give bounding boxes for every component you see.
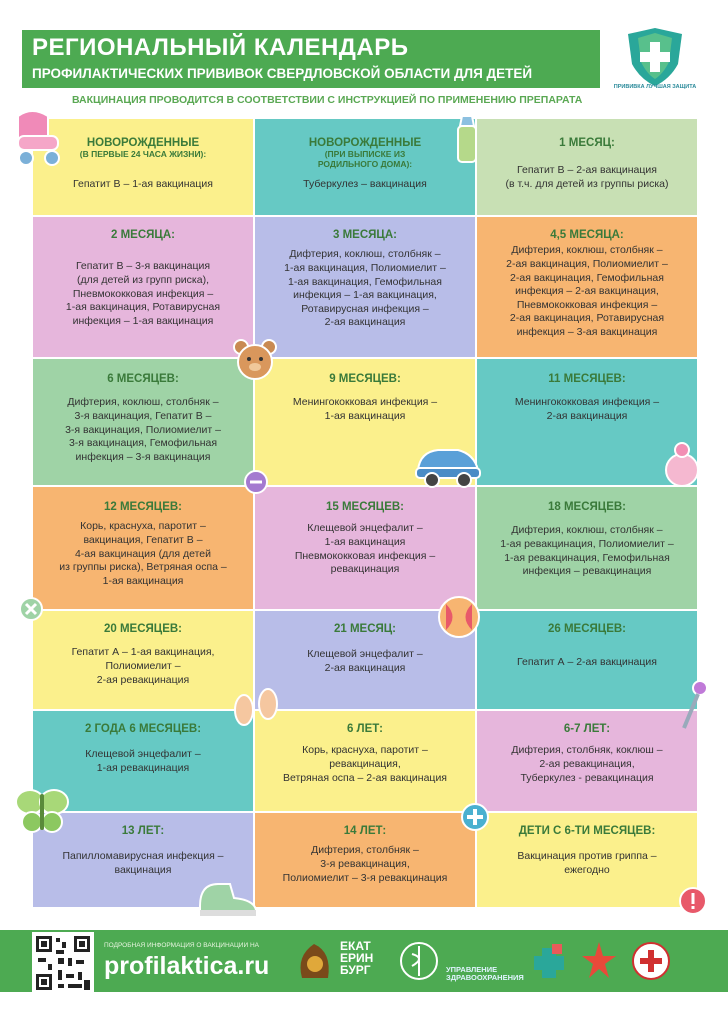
plus-circle-icon [460,802,490,832]
cell-vaccines: Гепатит В – 3-я вакцинация (для детей из групп риска), Пневмококковая инфекция – 1-ая вакцинация, Ротавирусная инфекция – 1-ая вакцинация [65,260,221,327]
cell-age: НОВОРОЖДЕННЫЕ [86,137,200,149]
cell-age: 20 МЕСЯЦЕВ: [103,623,182,635]
footer-info-label: ПОДРОБНАЯ ИНФОРМАЦИЯ О ВАКЦИНАЦИИ НА [104,942,259,949]
schedule-cell [254,812,476,908]
cell-vaccines: Папилломавирусная инфекция – вакцинация [62,850,224,876]
cell-age: 6-7 ЛЕТ: [563,723,611,735]
cell-vaccines: Дифтерия, коклюш, столбняк – 1-ая вакцинация, Полиомиелит – 1-ая вакцинация, Гемофильная инфекция – 1-ая вакцинация, Ротавирусная инфекция – 2-ая вакцинация [284,248,446,329]
cell-vaccines: Клещевой энцефалит – 1-ая вакцинация Пневмококковая инфекция – ревакцинация [294,522,436,576]
schedule-cell [254,118,476,216]
cell-vaccines: Клещевой энцефалит – 1-ая ревакцинация [85,748,201,774]
schedule-cell [476,812,698,908]
cell-age: 1 МЕСЯЦ: [559,137,615,149]
cell-age: 15 МЕСЯЦЕВ: [325,501,404,513]
cell-age: 6 МЕСЯЦЕВ: [107,373,179,385]
health-emblem-icon [398,938,440,984]
star-emblem-icon [580,938,618,984]
footprints-icon [230,676,282,734]
instruction-note: ВАКЦИНАЦИЯ ПРОВОДИТСЯ В СООТВЕТСТВИИ С ИНСТРУКЦИЕЙ ПО ПРИМЕНЕНИЮ ПРЕПАРАТА [72,94,583,106]
cell-vaccines: Дифтерия, коклюш, столбняк – 2-ая вакцинация, Полиомиелит – 2-ая вакцинация, Гемофильная инфекция – 2-ая вакцинация, Пневмококковая инфекция – 2-ая вакцинация, Ротавирусная инфекция – 3-ая вакцинация [506,244,668,339]
pacifier-icon [658,440,706,492]
schedule-grid [32,118,698,908]
logo-caption: ПРИВИВКА ЛУЧШАЯ ЗАЩИТА [613,84,697,90]
cell-age: 13 ЛЕТ: [121,825,165,837]
schedule-cell [476,610,698,710]
cell-vaccines: Вакцинация против гриппа – ежегодно [517,850,657,876]
cell-age: 9 МЕСЯЦЕВ: [329,373,401,385]
cell-vaccines: Дифтерия, коклюш, столбняк – 3-я вакцинация, Гепатит В – 3-я вакцинация, Полиомиелит – 3-я вакцинация, Гемофильная инфекция – 3-я вакцинация [65,396,221,463]
cell-age: 4,5 МЕСЯЦА: [550,229,624,241]
cell-age: 2 МЕСЯЦА: [111,229,175,241]
cell-vaccines: Корь, краснуха, паротит – вакцинация, Гепатит В – 4-ая вакцинация (для детей из группы риска), Ветряная оспа – 1-ая вакцинация [59,520,227,587]
minus-circle-icon [243,469,269,495]
cell-vaccines: Менингококковая инфекция – 1-ая вакцинация [292,396,438,422]
schedule-cell [32,358,254,486]
close-circle-icon [18,596,44,622]
cell-age: 11 МЕСЯЦЕВ: [548,373,626,385]
cell-vaccines: Клещевой энцефалит – 2-ая вакцинация [307,648,423,674]
cell-vaccines: Гепатит А – 1-ая вакцинация, Полиомиелит – 2-ая ревакцинация [71,646,215,686]
schedule-cell [476,216,698,358]
ekaterinburg-emblem-icon [294,938,336,984]
schedule-cell [254,216,476,358]
cell-age: 12 МЕСЯЦЕВ: [103,501,182,513]
schedule-cell [32,216,254,358]
cell-note: (ПРИ ВЫПИСКЕ ИЗ РОДИЛЬНОГО ДОМА): [317,149,413,169]
schedule-cell [476,118,698,216]
schedule-cell [32,610,254,710]
schedule-cell [254,710,476,812]
schedule-cell [476,710,698,812]
health-department-caption: УПРАВЛЕНИЕ ЗДРАВООХРАНЕНИЯ [446,965,524,983]
cell-age: 2 ГОДА 6 МЕСЯЦЕВ: [84,723,202,735]
cell-note: (В ПЕРВЫЕ 24 ЧАСА ЖИЗНИ): [79,149,207,160]
cell-vaccines: Гепатит В – 2-ая вакцинация (в т.ч. для детей из группы риска) [505,164,669,190]
cell-age: 14 ЛЕТ: [343,825,387,837]
safety-pin-icon [676,678,712,734]
cell-age: 18 МЕСЯЦЕВ: [547,501,626,513]
baby-shoe-icon [196,876,260,920]
ball-icon [436,594,482,640]
teddy-bear-icon [232,338,278,380]
cell-age: 6 ЛЕТ: [346,723,384,735]
cell-age: 3 МЕСЯЦА: [333,229,397,241]
cell-vaccines: Гепатит В – 1-ая вакцинация [73,177,213,190]
website-link[interactable]: profilaktica.ru [104,952,270,980]
ekaterinburg-logo-text: ЕКАТ ЕРИН БУРГ [340,939,374,977]
butterfly-icon [12,782,72,838]
bottle-icon [454,114,480,164]
red-cross-emblem-icon [630,938,672,984]
exclamation-circle-icon [678,886,708,916]
stroller-icon [12,106,70,170]
schedule-cell [254,486,476,610]
qr-code-icon[interactable] [32,932,94,994]
cell-vaccines: Дифтерия, столбняк – 3-я ревакцинация, Полиомиелит – 3-я ревакцинация [282,844,448,884]
cell-age: 26 МЕСЯЦЕВ: [547,623,626,635]
schedule-cell [32,486,254,610]
medical-cross-icon [528,938,570,984]
cell-vaccines: Менингококковая инфекция – 2-ая вакцинация [514,396,660,422]
toy-car-icon [412,440,484,490]
page-subtitle: ПРОФИЛАКТИЧЕСКИХ ПРИВИВОК СВЕРДЛОВСКОЙ ОБЛАСТИ ДЛЯ ДЕТЕЙ [32,66,533,81]
cell-vaccines: Туберкулез – вакцинация [303,177,427,190]
schedule-cell [476,486,698,610]
cell-vaccines: Дифтерия, коклюш, столбняк – 1-ая ревакцинация, Полиомиелит – 1-ая ревакцинация, Гемофильная инфекция – ревакцинация [500,524,674,578]
shield-logo-icon [620,24,690,104]
cell-vaccines: Дифтерия, столбняк, коклюш – 2-ая ревакцинация, Туберкулез - ревакцинация [511,744,663,784]
cell-vaccines: Корь, краснуха, паротит – ревакцинация, Ветряная оспа – 2-ая вакцинация [283,744,447,784]
cell-age: ДЕТИ С 6-ТИ МЕСЯЦЕВ: [518,825,656,837]
cell-vaccines: Гепатит А – 2-ая вакцинация [517,656,657,669]
cell-age: НОВОРОЖДЕННЫЕ [308,137,422,149]
page-title: РЕГИОНАЛЬНЫЙ КАЛЕНДАРЬ [32,34,409,61]
cell-age: 21 МЕСЯЦ: [333,623,397,635]
header-banner [22,30,600,88]
